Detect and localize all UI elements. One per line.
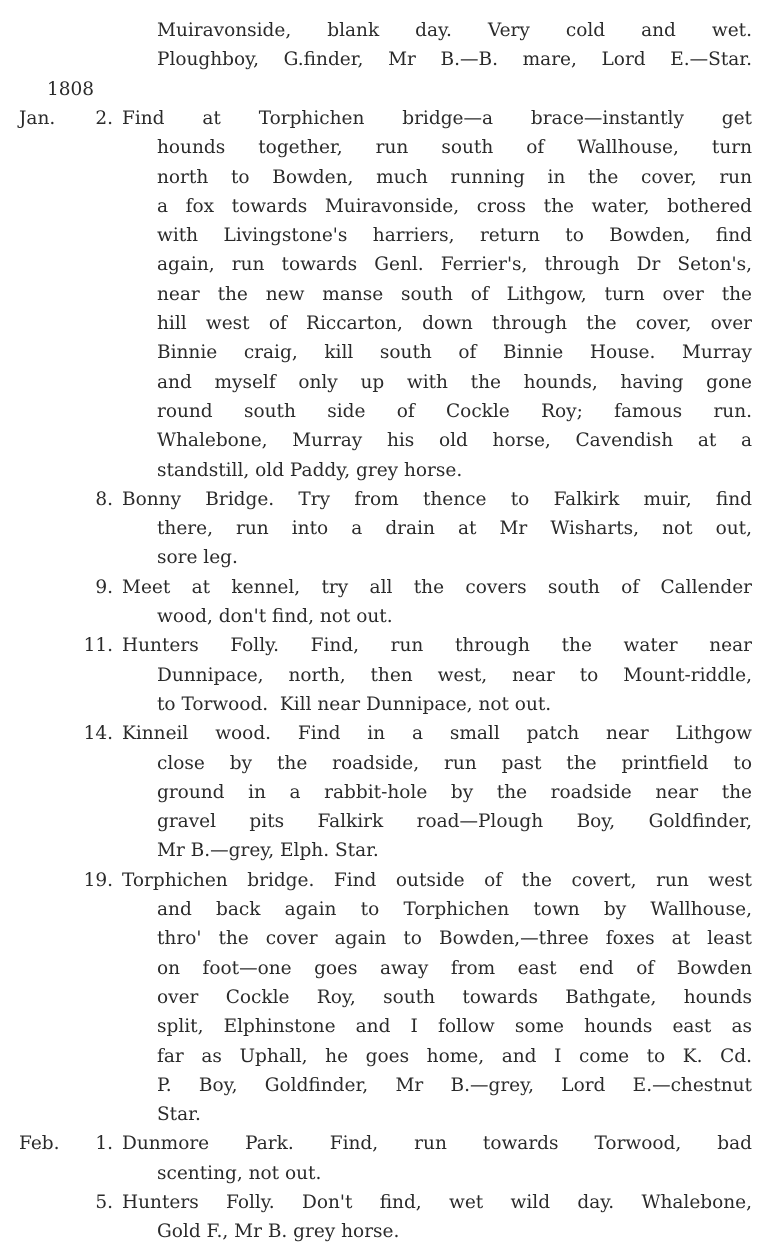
entry-day-number: 14. [83, 723, 113, 745]
entry-line: far as Uphall, he goes home, and I come to K. Cd. [157, 1045, 752, 1067]
entry-line: Dunmore Park. Find, run towards Torwood, bad [122, 1133, 752, 1155]
intro-line: Ploughboy, G.finder, Mr B.—B. mare, Lord E.—Star. [157, 49, 752, 71]
entry-line: Hunters Folly. Find, run through the water near [122, 635, 752, 657]
entry-line: scenting, not out. [157, 1162, 322, 1184]
entry-line: to Torwood. Kill near Dunnipace, not out. [157, 693, 552, 715]
entry-line: near the new manse south of Lithgow, turn over the [157, 283, 752, 305]
year-heading: 1808 [47, 78, 95, 100]
entry-line: Whalebone, Murray his old horse, Cavendish at a [157, 430, 752, 452]
entry-line: close by the roadside, run past the printfield to [157, 752, 752, 774]
entry-line: standstill, old Paddy, grey horse. [157, 459, 463, 481]
entry-line: Hunters Folly. Don't find, wet wild day. Whalebone, [122, 1192, 752, 1213]
entry-line: hill west of Riccarton, down through the cover, over [157, 313, 752, 334]
entry-day-number: 8. [95, 488, 113, 510]
entry-line: and myself only up with the hounds, having gone [157, 371, 752, 393]
entry-line: thro' the cover again to Bowden,—three foxes at least [157, 928, 752, 950]
entry-line: Torphichen bridge. Find outside of the covert, run west [122, 869, 752, 891]
entry-line: wood, don't find, not out. [157, 606, 393, 627]
entry-day-number: 5. [95, 1192, 113, 1213]
entry-day-number: 11. [83, 635, 113, 657]
entry-line: sore leg. [157, 547, 238, 569]
entry-line: with Livingstone's harriers, return to Bowden, find [157, 225, 752, 247]
entry-line: split, Elphinstone and I follow some hounds east as [157, 1016, 752, 1038]
entry-line: Mr B.—grey, Elph. Star. [157, 840, 379, 862]
entry-line: again, run towards Genl. Ferrier's, through Dr Seton's, [157, 254, 752, 276]
entry-line: Binnie craig, kill south of Binnie House. Murray [157, 342, 752, 364]
entry-line: P. Boy, Goldfinder, Mr B.—grey, Lord E.—chestnut [157, 1074, 752, 1096]
entry-line: gravel pits Falkirk road—Plough Boy, Goldfinder, [157, 811, 752, 833]
month-label: Jan. [19, 107, 56, 129]
entry-line: round south side of Cockle Roy; famous run. [157, 400, 752, 422]
entry-line: ground in a rabbit-hole by the roadside near the [157, 781, 752, 803]
entry-line: hounds together, run south of Wallhouse, turn [157, 137, 752, 159]
month-label: Feb. [19, 1133, 60, 1155]
entry-line: Star. [157, 1104, 201, 1126]
entry-day-number: 1. [95, 1133, 113, 1155]
entry-line: there, run into a drain at Mr Wisharts, not out, [157, 518, 752, 540]
entry-line: on foot—one goes away from east end of Bowden [157, 957, 752, 979]
entry-line: a fox towards Muiravonside, cross the water, bothered [157, 195, 752, 217]
entry-line: north to Bowden, much running in the cover, run [157, 166, 752, 188]
entry-day-number: 9. [95, 576, 113, 598]
entry-line: Find at Torphichen bridge—a brace—instantly get [122, 107, 752, 129]
entry-line: Dunnipace, north, then west, near to Mount-riddle, [157, 664, 752, 686]
entry-line: and back again to Torphichen town by Wallhouse, [157, 899, 752, 920]
entry-line: Bonny Bridge. Try from thence to Falkirk muir, find [122, 488, 752, 510]
entry-line: over Cockle Roy, south towards Bathgate, hounds [157, 986, 752, 1008]
entry-day-number: 19. [83, 869, 113, 891]
entry-line: Meet at kennel, try all the covers south of Callender [122, 576, 752, 598]
entry-line: Gold F., Mr B. grey horse. [157, 1221, 400, 1243]
entry-line: Kinneil wood. Find in a small patch near Lithgow [122, 723, 752, 745]
entry-day-number: 2. [95, 107, 113, 129]
intro-line: Muiravonside, blank day. Very cold and wet. [157, 20, 752, 41]
